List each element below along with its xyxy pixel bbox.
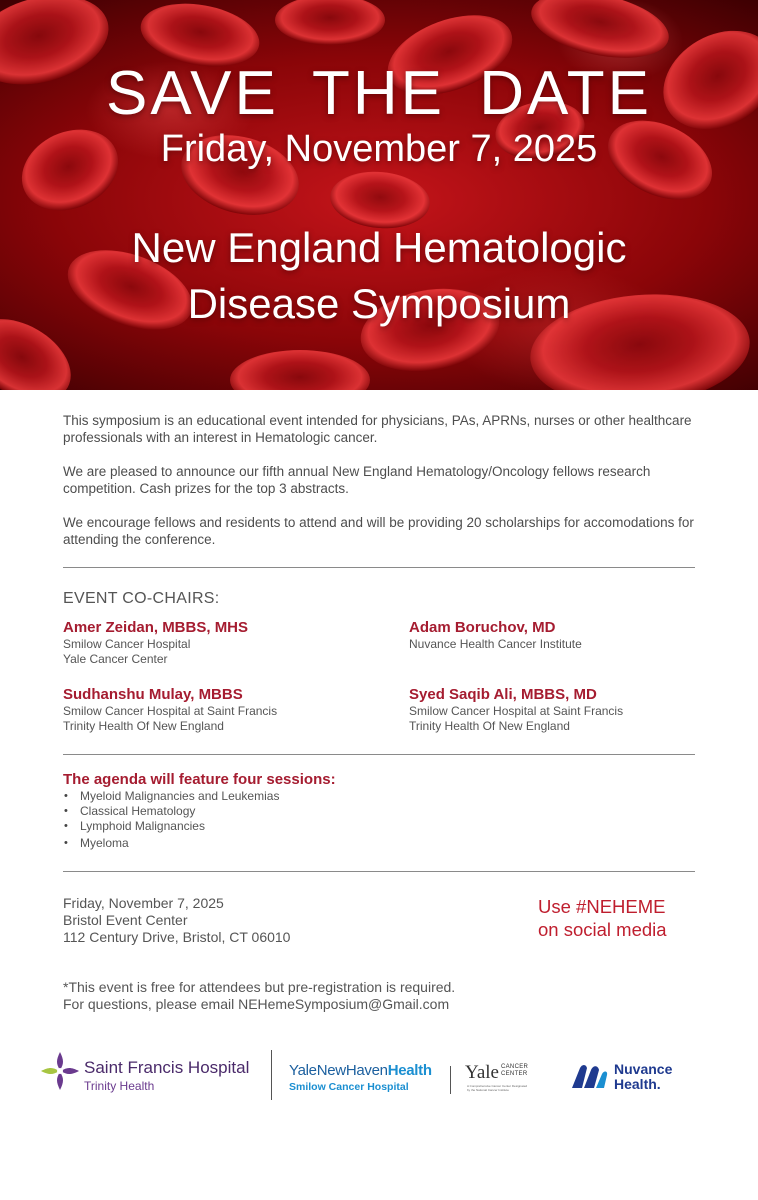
cochair-name: Syed Saqib Ali, MBBS, MD bbox=[409, 686, 597, 703]
yale-wordmark: Yale bbox=[465, 1062, 499, 1083]
event-venue: Bristol Event Center bbox=[63, 912, 188, 928]
agenda-item: • Classical Hematology bbox=[63, 804, 279, 819]
cochairs-heading: EVENT CO-CHAIRS: bbox=[63, 590, 220, 607]
yale-cc-line2: CENTER bbox=[501, 1071, 528, 1077]
agenda-item: • Myeloid Malignancies and Leukemias bbox=[63, 789, 279, 804]
yale-cancer-center-logo bbox=[465, 1062, 545, 1098]
hashtag-line2: on social media bbox=[538, 919, 667, 940]
cochair-card bbox=[63, 686, 383, 734]
saint-francis-sub: Trinity Health bbox=[84, 1079, 155, 1093]
ynhh-part1: YaleNewHaven bbox=[289, 1062, 388, 1079]
cochair-affiliation: Smilow Cancer Hospital bbox=[63, 637, 191, 651]
agenda-item: • Lymphoid Malignancies bbox=[63, 819, 279, 834]
intro-paragraph-1: This symposium is an educational event intended for physicians, PAs, APRNs, nurses or other healthcare professionals with an interest in Hematologic cancer. bbox=[63, 413, 692, 445]
symposium-title-line2: Disease Symposium bbox=[187, 280, 571, 327]
nuvance-mark-icon bbox=[570, 1062, 610, 1090]
saint-francis-logo bbox=[40, 1050, 260, 1094]
intro-paragraph-3: We encourage fellows and residents to attend and will be providing 20 scholarships for accomodations for attending the conference. bbox=[63, 515, 694, 547]
cochair-affiliation: Nuvance Health Cancer Institute bbox=[409, 637, 582, 651]
event-details bbox=[63, 895, 290, 946]
divider bbox=[63, 871, 695, 872]
logo-divider bbox=[450, 1066, 451, 1094]
event-date: Friday, November 7, 2025 bbox=[63, 895, 224, 911]
yale-fine-line2: by the National Cancer Institute bbox=[467, 1088, 509, 1092]
saint-francis-cross-icon bbox=[40, 1050, 80, 1092]
nuvance-wordmark bbox=[614, 1062, 672, 1092]
yale-cc-line1: CANCER bbox=[501, 1064, 529, 1070]
cochair-card bbox=[409, 619, 729, 652]
agenda-item: • Myeloma bbox=[63, 836, 279, 851]
event-date-heading: Friday, November 7, 2025 bbox=[160, 128, 598, 170]
save-the-date-heading: SAVE THE DATE bbox=[106, 59, 652, 128]
agenda-heading: The agenda will feature four sessions: bbox=[63, 771, 336, 788]
social-hashtag bbox=[538, 895, 667, 941]
saint-francis-name: Saint Francis Hospital bbox=[84, 1058, 250, 1077]
cochair-name: Adam Boruchov, MD bbox=[409, 619, 556, 636]
ynhh-sub: Smilow Cancer Hospital bbox=[289, 1081, 409, 1093]
ynhh-wordmark bbox=[289, 1062, 449, 1079]
cochair-affiliation: Trinity Health Of New England bbox=[63, 719, 224, 733]
nuvance-line2: Health. bbox=[614, 1076, 661, 1092]
cochair-card bbox=[63, 619, 383, 667]
registration-note bbox=[63, 979, 455, 1013]
nuvance-logo bbox=[570, 1062, 690, 1092]
yale-fine-print bbox=[467, 1084, 527, 1092]
agenda-list bbox=[63, 789, 279, 851]
cochair-affiliation: Smilow Cancer Hospital at Saint Francis bbox=[63, 704, 278, 718]
ynhh-logo bbox=[289, 1062, 449, 1096]
contact-email-line: For questions, please email NEHemeSymposium@Gmail.com bbox=[63, 996, 450, 1012]
hashtag-line1: Use #NEHEME bbox=[538, 896, 666, 917]
cochair-affiliation: Smilow Cancer Hospital at Saint Francis bbox=[409, 704, 624, 718]
intro-paragraph-2: We are pleased to announce our fifth annual New England Hematology/Oncology fellows research competition. Cash prizes for the top 3 abstracts. bbox=[63, 464, 651, 496]
cochair-name: Sudhanshu Mulay, MBBS bbox=[63, 686, 243, 703]
logo-divider bbox=[271, 1050, 272, 1100]
yale-fine-line1: A Comprehensive Cancer Center Designated bbox=[467, 1084, 528, 1088]
event-address: 112 Century Drive, Bristol, CT 06010 bbox=[63, 929, 291, 945]
nuvance-line1: Nuvance bbox=[614, 1061, 673, 1077]
yale-cc-label bbox=[501, 1064, 528, 1078]
registration-note-line1: *This event is free for attendees but pre-registration is required. bbox=[63, 979, 456, 995]
cochair-affiliation: Yale Cancer Center bbox=[63, 652, 168, 666]
symposium-title-line1: New England Hematologic bbox=[131, 224, 627, 271]
divider bbox=[63, 754, 695, 755]
cochair-card bbox=[409, 686, 729, 734]
cochair-name: Amer Zeidan, MBBS, MHS bbox=[63, 619, 249, 636]
hero-banner bbox=[0, 0, 758, 390]
cochair-affiliation: Trinity Health Of New England bbox=[409, 719, 570, 733]
ynhh-part2: Health bbox=[387, 1062, 432, 1079]
divider bbox=[63, 567, 695, 568]
symposium-title bbox=[0, 220, 758, 332]
